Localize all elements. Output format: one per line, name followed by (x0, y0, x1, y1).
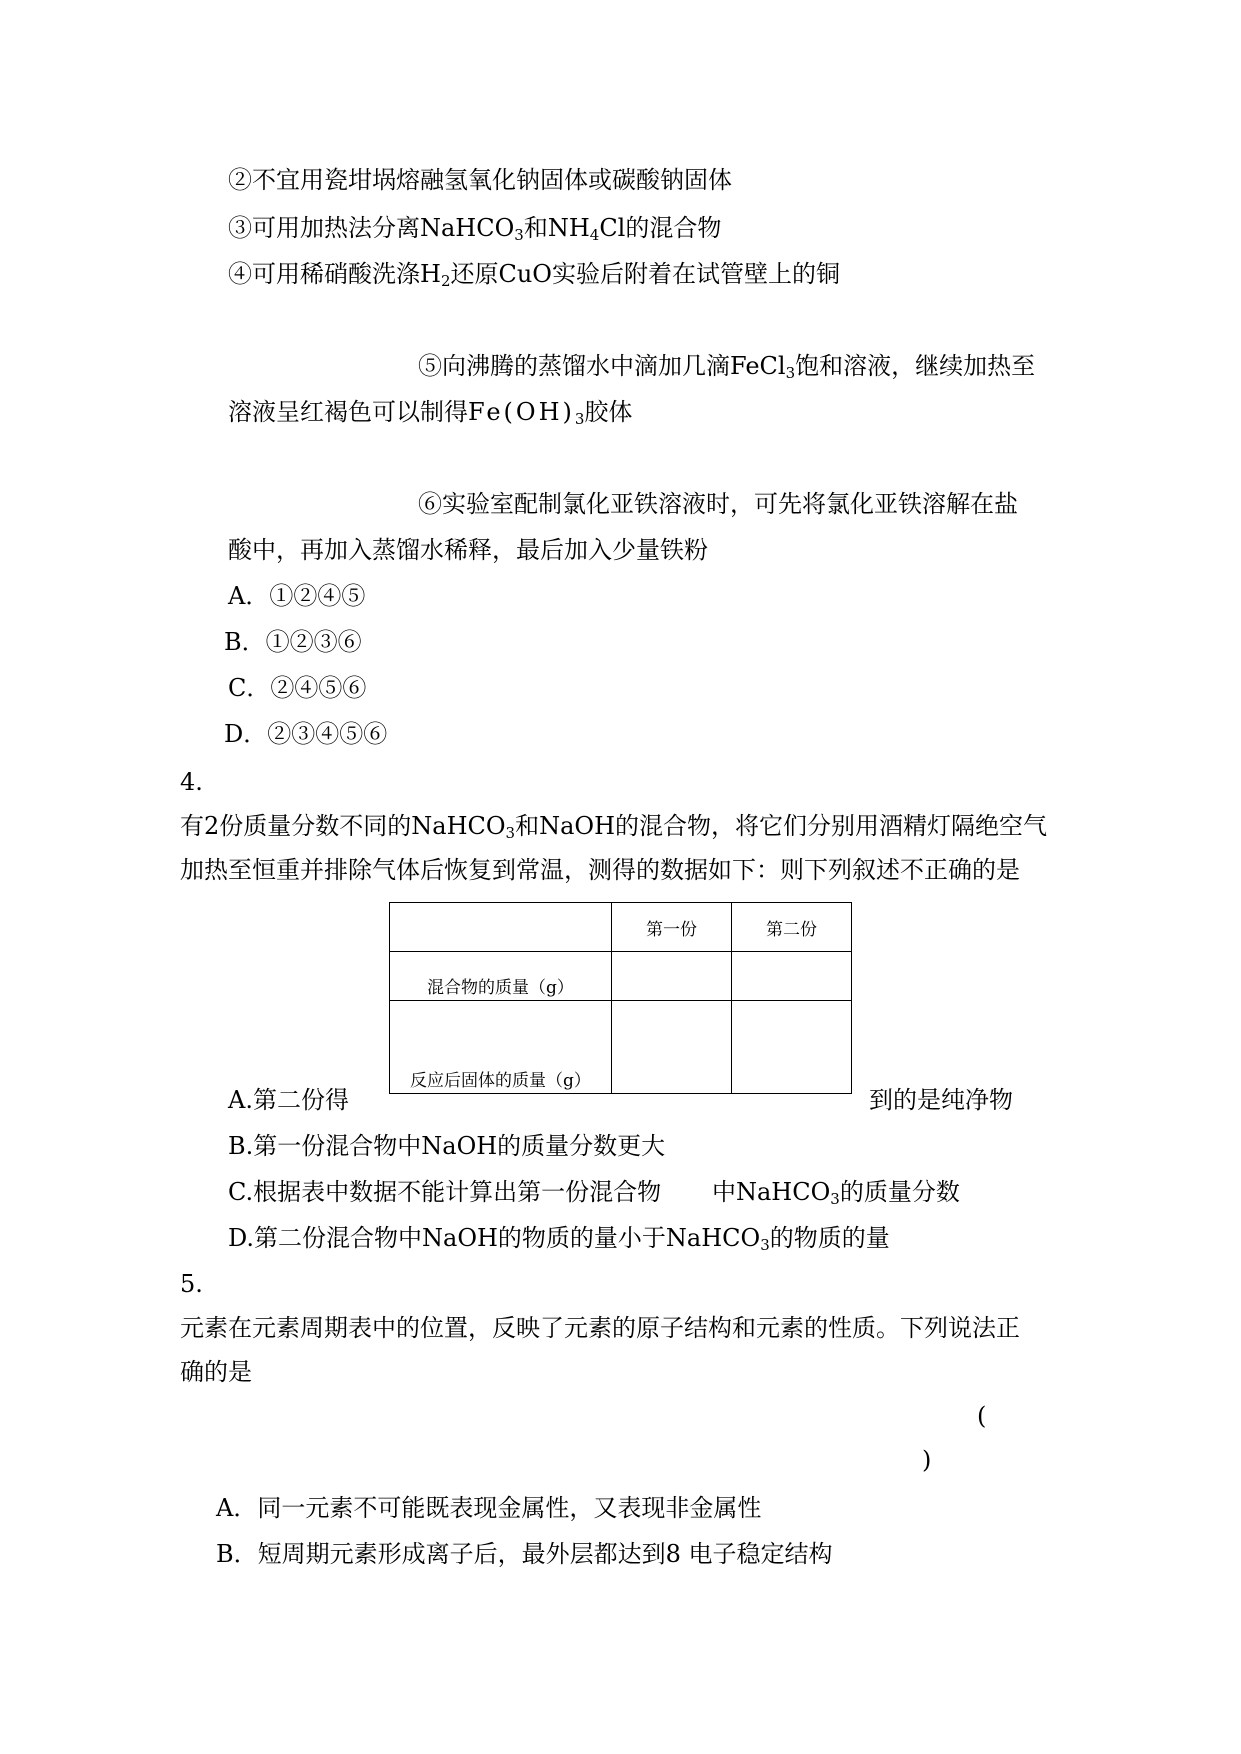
statement-2: ②不宜用瓷坩埚熔融氢氧化钠固体或碳酸钠固体 (228, 166, 732, 194)
q4-option-c-text-a: 中NaHCO (712, 1178, 831, 1206)
statement-5-sub-a: 3 (785, 364, 796, 382)
statement-3-text-c: Cl的混合物 (599, 214, 722, 242)
q4-option-c-sub: 3 (830, 1190, 840, 1208)
table-cell (732, 1001, 852, 1094)
statement-4-text-a: ④可用稀硝酸洗涤H (228, 260, 441, 288)
q4-option-d-text-a: D.第二份混合物中NaOH的物质的量小于NaHCO (228, 1224, 761, 1252)
q4-option-a-part-1: A.第二份得 (228, 1086, 349, 1114)
q5-stem-line-1: 元素在元素周期表中的位置，反映了元素的原子结构和元素的性质。下列说法正 (180, 1314, 1020, 1342)
q4-option-d-sub: 3 (760, 1236, 770, 1254)
q4-option-c-part-1: C.根据表中数据不能计算出第一份混合物 (228, 1178, 662, 1206)
statement-3-text-b: 和NH (523, 214, 590, 242)
q4-option-c-text-b: 的质量分数 (839, 1178, 960, 1206)
row-label-solid-mass: 反应后固体的质量（g） (390, 1001, 612, 1094)
statement-5-line-1 (418, 350, 1035, 382)
table-header-first: 第一份 (612, 903, 732, 952)
table-header-second: 第二份 (732, 903, 852, 952)
table-cell (612, 1001, 732, 1094)
statement-5-sub-b: 3 (574, 410, 585, 428)
q4-option-a-part-2: 到的是纯净物 (869, 1086, 1013, 1114)
q4-stem-sub: 3 (505, 824, 516, 842)
statement-6-line-2: 酸中，再加入蒸馏水稀释，最后加入少量铁粉 (228, 536, 708, 564)
q4-number: 4. (180, 768, 203, 796)
q4-option-c-part-2 (712, 1176, 960, 1208)
table-cell (612, 952, 732, 1001)
table-header-empty (390, 903, 612, 952)
q4-data-table (389, 902, 852, 1094)
q4-option-d (228, 1222, 890, 1254)
q4-option-b: B.第一份混合物中NaOH的质量分数更大 (228, 1132, 666, 1160)
q5-stem-line-2: 确的是 (180, 1358, 252, 1386)
row-label-mixture-mass: 混合物的质量（g） (390, 952, 612, 1001)
table-row (390, 952, 852, 1001)
q5-option-b: B．短周期元素形成离子后，最外层都达到8 电子稳定结构 (216, 1540, 833, 1568)
q4-stem-line-2: 加热至恒重并排除气体后恢复到常温，测得的数据如下：则下列叙述不正确的是 (180, 856, 1020, 884)
q5-paren-open: ( (977, 1402, 987, 1430)
statement-3-text-a: ③可用加热法分离NaHCO (228, 214, 515, 242)
statement-3 (228, 212, 721, 244)
statement-4-sub: 2 (440, 272, 451, 290)
statement-4 (228, 258, 840, 290)
q3-option-b: B．①②③⑥ (224, 628, 362, 656)
q5-paren-close: ) (922, 1446, 932, 1474)
q5-option-a: A．同一元素不可能既表现金属性，又表现非金属性 (216, 1494, 762, 1522)
statement-5-text-b: 饱和溶液，继续加热至 (795, 352, 1036, 380)
q4-stem-text-a: 有2份质量分数不同的NaHCO (180, 812, 506, 840)
statement-5-text-a: ⑤向沸腾的蒸馏水中滴加几滴FeCl (418, 352, 786, 380)
q3-option-c: C．②④⑤⑥ (228, 674, 367, 702)
table-header-row (390, 903, 852, 952)
q5-number: 5. (180, 1270, 203, 1298)
table-row (390, 1001, 852, 1094)
q4-stem-line-1 (180, 810, 1047, 842)
q4-stem-text-b: 和NaOH的混合物，将它们分别用酒精灯隔绝空气 (515, 812, 1048, 840)
q3-option-a: A．①②④⑤ (228, 582, 366, 610)
q3-option-d: D．②③④⑤⑥ (224, 720, 388, 748)
q4-option-d-text-b: 的物质的量 (769, 1224, 890, 1252)
table-cell (732, 952, 852, 1001)
statement-3-sub-a: 3 (514, 226, 524, 244)
statement-4-text-b: 还原CuO实验后附着在试管壁上的铜 (450, 260, 840, 288)
statement-5-text-d: 胶体 (584, 398, 633, 426)
statement-5-line-2 (228, 396, 632, 428)
statement-3-sub-b: 4 (589, 226, 600, 244)
statement-6-line-1: ⑥实验室配制氯化亚铁溶液时，可先将氯化亚铁溶解在盐 (418, 490, 1018, 518)
statement-5-formula: Fe(OH) (468, 398, 575, 426)
statement-5-text-c: 溶液呈红褐色可以制得 (228, 398, 468, 426)
